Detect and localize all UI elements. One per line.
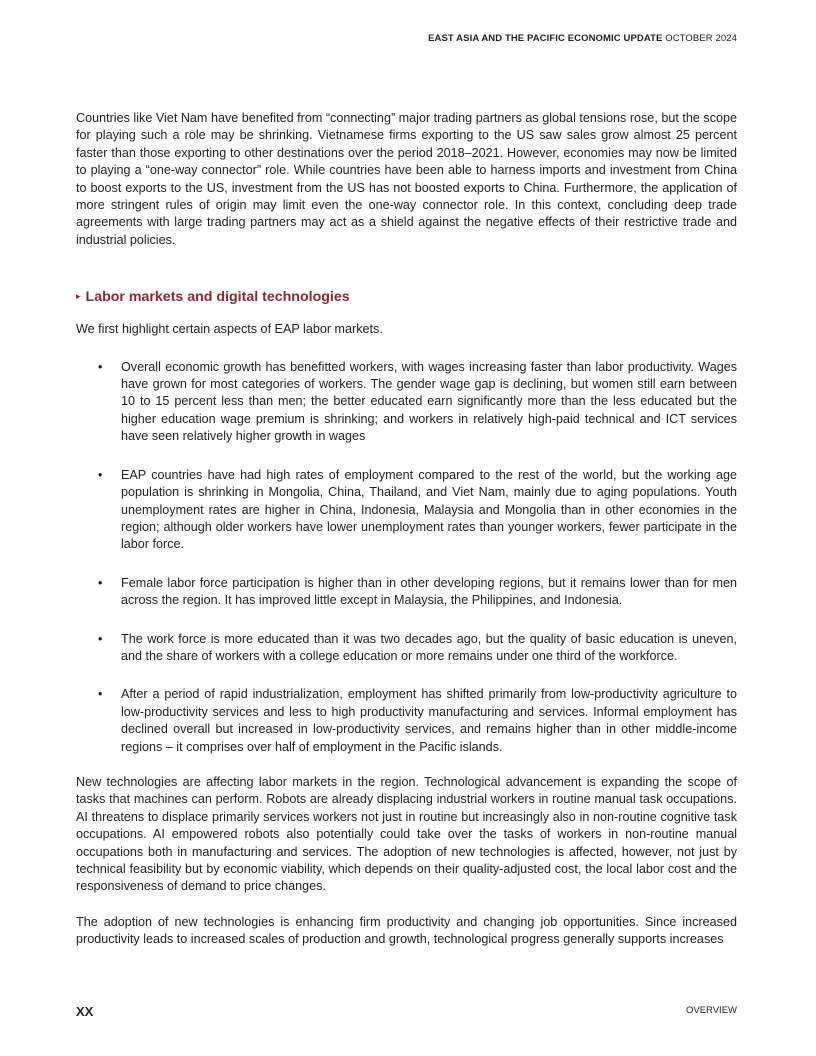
page-number: XX	[76, 1004, 94, 1019]
paragraph-adoption: The adoption of new technologies is enhancing firm productivity and changing job opportunities. Since increased productivity leads to increased scales of production and growth, technological progress generally supports increases	[76, 914, 737, 947]
paragraph-new-technologies: New technologies are affecting labor markets in the region. Technological advancement is expanding the scope of tasks that machines can perform. Robots are already displacing industrial workers in routine manual task occupations. AI threatens to displace primarily services workers not just in routine but increasingly also in non-routine cognitive task occupations. AI empowered robots also potentially could take over the tasks of workers in non-routine manual occupations both in manufacturing and services. The adoption of new technologies is affected, however, not just by technical feasibility but by economic viability, which depends on their quality-adjusted cost, the local labor cost and the responsiveness of demand to price changes.	[76, 774, 737, 894]
list-item	[76, 686, 737, 756]
list-item	[76, 575, 737, 610]
list-item-text: The work force is more educated than it was two decades ago, but the quality of basic education is uneven, and the share of workers with a college education or more remains under one third of the workforce.	[121, 631, 737, 663]
list-item	[76, 631, 737, 666]
bullet-list	[76, 359, 737, 756]
list-item	[76, 359, 737, 446]
main-content	[76, 110, 737, 949]
list-item-text: After a period of rapid industrialization, employment has shifted primarily from low-productivity agriculture to low-productivity services and less to high productivity manufacturing and services. Informal employment has declined overall but increased in low-productivity services, and remains higher than in other middle-income regions – it comprises over half of employment in the Pacific islands.	[121, 687, 737, 754]
intro-paragraph: We first highlight certain aspects of EAP labor markets.	[76, 322, 383, 337]
list-item-text: EAP countries have had high rates of employment compared to the rest of the world, but the working age population is shrinking in Mongolia, China, Thailand, and Viet Nam, mainly due to aging populations. Youth unemployment rates are higher in China, Indonesia, Malaysia and Mongolia than in other economies in the region; although older workers have lower unemployment rates than younger workers, fewer participate in the labor force.	[121, 467, 737, 552]
list-item	[76, 467, 737, 554]
bullet-icon: •	[98, 575, 103, 590]
bullet-icon: •	[98, 687, 103, 702]
report-title: EAST ASIA AND THE PACIFIC ECONOMIC UPDATE	[428, 33, 663, 44]
section-heading-text: Labor markets and digital technologies	[85, 289, 350, 306]
bullet-icon: •	[98, 359, 103, 374]
paragraph-connector-role: Countries like Viet Nam have benefited from “connecting” major trading partners as global tensions rose, but the scope for playing such a role may be shrinking. Vietnamese firms exporting to the US saw sales grow almost 25 percent faster than those exporting to other destinations over the period 2018–2021. However, economies may now be limited to playing a “one-way connector” role. While countries have been able to harness imports and investment from China to boost exports to the US, investment from the US has not boosted exports to China. Furthermore, the application of more stringent rules of origin may limit even the one-way connector role. In this context, concluding deep trade agreements with large trading partners may act as a shield against the negative effects of their restrictive trade and industrial policies.	[76, 111, 737, 247]
bullet-icon: •	[98, 467, 103, 482]
footer-section-label: OVERVIEW	[685, 1005, 737, 1016]
running-header	[428, 33, 737, 44]
caret-right-icon: ▸	[76, 291, 81, 302]
list-item-text: Female labor force participation is higher than in other developing regions, but it remains lower than for men across the region. It has improved little except in Malaysia, the Philippines, and Indonesia.	[121, 575, 737, 608]
section-heading	[76, 287, 737, 307]
bullet-icon: •	[98, 631, 103, 646]
report-date: OCTOBER 2024	[665, 33, 737, 44]
list-item-text: Overall economic growth has benefitted workers, with wages increasing faster than labor productivity. Wages have grown for most categories of workers. The gender wage gap is declining, but women still earn between 10 to 15 percent less than men; the better educated earn significantly more than the less educated but the higher education wage premium is shrinking; and workers in relatively high-paid technical and ICT services have seen relatively higher growth in wages	[121, 359, 737, 444]
